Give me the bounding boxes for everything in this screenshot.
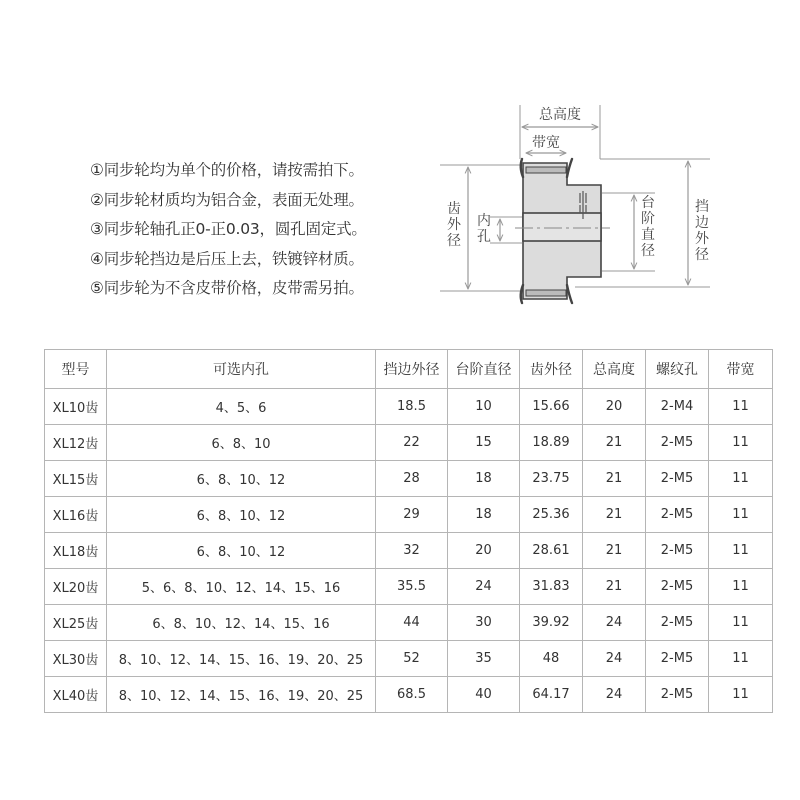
cell-total-height: 24 xyxy=(583,677,646,713)
cell-flange-od: 35.5 xyxy=(376,569,448,605)
header-step-diameter: 台阶直径 xyxy=(448,350,520,389)
table-row xyxy=(45,533,773,569)
cell-total-height: 21 xyxy=(583,497,646,533)
cell-flange-od: 32 xyxy=(376,533,448,569)
label-belt-width: 带宽 xyxy=(532,135,560,151)
table-row xyxy=(45,497,773,533)
cell-bore-options: 6、8、10、12、14、15、16 xyxy=(107,605,376,641)
cell-thread-hole: 2-M5 xyxy=(646,677,709,713)
cell-total-height: 21 xyxy=(583,533,646,569)
cell-bore-options: 6、8、10、12 xyxy=(107,461,376,497)
cell-tooth-od: 28.61 xyxy=(520,533,583,569)
table-row xyxy=(45,425,773,461)
cell-step-diameter: 18 xyxy=(448,461,520,497)
label-flange-od-1: 挡 xyxy=(695,199,709,215)
cell-step-diameter: 24 xyxy=(448,569,520,605)
cell-thread-hole: 2-M4 xyxy=(646,389,709,425)
note-1: ①同步轮均为单个的价格，请按需拍下。 xyxy=(90,161,364,179)
cell-total-height: 24 xyxy=(583,641,646,677)
note-2: ②同步轮材质均为铝合金，表面无处理。 xyxy=(90,190,364,209)
cell-thread-hole: 2-M5 xyxy=(646,461,709,497)
cell-step-diameter: 10 xyxy=(448,389,520,425)
cell-tooth-od: 31.83 xyxy=(520,569,583,605)
label-total-height: 总高度 xyxy=(539,107,581,123)
cell-step-diameter: 15 xyxy=(448,425,520,461)
cell-flange-od: 28 xyxy=(376,461,448,497)
header-bore-options: 可选内孔 xyxy=(107,350,376,389)
cell-belt-width: 11 xyxy=(709,389,773,425)
cell-thread-hole: 2-M5 xyxy=(646,497,709,533)
cell-bore-options: 8、10、12、14、15、16、19、20、25 xyxy=(107,677,376,713)
cell-bore-options: 5、6、8、10、12、14、15、16 xyxy=(107,569,376,605)
label-tooth-od-2: 外 xyxy=(447,217,461,233)
cell-step-diameter: 40 xyxy=(448,677,520,713)
cell-total-height: 21 xyxy=(583,425,646,461)
table-row xyxy=(45,641,773,677)
cell-total-height: 24 xyxy=(583,605,646,641)
header-tooth-od: 齿外径 xyxy=(520,350,583,389)
cell-belt-width: 11 xyxy=(709,461,773,497)
cell-belt-width: 11 xyxy=(709,605,773,641)
spec-table xyxy=(44,349,773,713)
cell-total-height: 20 xyxy=(583,389,646,425)
label-step-diameter-1: 台 xyxy=(641,195,655,211)
cell-tooth-od: 48 xyxy=(520,641,583,677)
cell-thread-hole: 2-M5 xyxy=(646,425,709,461)
label-bore-2: 孔 xyxy=(477,229,491,245)
label-step-diameter-2: 阶 xyxy=(641,211,655,227)
table-row xyxy=(45,677,773,713)
cell-flange-od: 68.5 xyxy=(376,677,448,713)
label-bore-1: 内 xyxy=(477,213,491,229)
table-row xyxy=(45,605,773,641)
cell-tooth-od: 18.89 xyxy=(520,425,583,461)
header-flange-od: 挡边外径 xyxy=(376,350,448,389)
cell-thread-hole: 2-M5 xyxy=(646,605,709,641)
cell-model: XL30齿 xyxy=(45,641,107,677)
pulley-drawing xyxy=(430,95,730,315)
table-header-row xyxy=(45,350,773,389)
label-step-diameter-4: 径 xyxy=(641,243,655,259)
cell-step-diameter: 20 xyxy=(448,533,520,569)
table-row xyxy=(45,569,773,605)
cell-thread-hole: 2-M5 xyxy=(646,641,709,677)
cell-bore-options: 6、8、10、12 xyxy=(107,533,376,569)
cell-bore-options: 6、8、10 xyxy=(107,425,376,461)
note-4: ④同步轮挡边是后压上去，铁镀锌材质。 xyxy=(90,249,364,268)
cell-belt-width: 11 xyxy=(709,569,773,605)
cell-flange-od: 44 xyxy=(376,605,448,641)
note-5: ⑤同步轮为不含皮带价格，皮带需另拍。 xyxy=(90,279,364,297)
cell-total-height: 21 xyxy=(583,569,646,605)
label-flange-od-3: 外 xyxy=(695,231,709,247)
cell-step-diameter: 18 xyxy=(448,497,520,533)
cell-belt-width: 11 xyxy=(709,533,773,569)
cell-bore-options: 8、10、12、14、15、16、19、20、25 xyxy=(107,641,376,677)
cell-belt-width: 11 xyxy=(709,425,773,461)
cell-model: XL15齿 xyxy=(45,461,107,497)
header-total-height: 总高度 xyxy=(583,350,646,389)
note-3: ③同步轮轴孔正0-正0.03，圆孔固定式。 xyxy=(90,220,367,238)
cell-belt-width: 11 xyxy=(709,497,773,533)
cell-tooth-od: 25.36 xyxy=(520,497,583,533)
notes-list xyxy=(90,156,430,304)
header-thread-hole: 螺纹孔 xyxy=(646,350,709,389)
cell-bore-options: 4、5、6 xyxy=(107,389,376,425)
table-row xyxy=(45,389,773,425)
cell-thread-hole: 2-M5 xyxy=(646,569,709,605)
cell-flange-od: 18.5 xyxy=(376,389,448,425)
label-step-diameter-3: 直 xyxy=(641,227,655,243)
cell-flange-od: 52 xyxy=(376,641,448,677)
label-tooth-od-1: 齿 xyxy=(447,201,461,217)
cell-model: XL20齿 xyxy=(45,569,107,605)
cell-tooth-od: 23.75 xyxy=(520,461,583,497)
label-flange-od-4: 径 xyxy=(695,247,709,263)
cell-step-diameter: 35 xyxy=(448,641,520,677)
cell-step-diameter: 30 xyxy=(448,605,520,641)
cell-flange-od: 29 xyxy=(376,497,448,533)
cell-model: XL18齿 xyxy=(45,533,107,569)
cell-model: XL40齿 xyxy=(45,677,107,713)
label-tooth-od-3: 径 xyxy=(447,233,461,249)
cell-belt-width: 11 xyxy=(709,677,773,713)
cell-bore-options: 6、8、10、12 xyxy=(107,497,376,533)
header-belt-width: 带宽 xyxy=(709,350,773,389)
table-row xyxy=(45,461,773,497)
cell-thread-hole: 2-M5 xyxy=(646,533,709,569)
cell-tooth-od: 39.92 xyxy=(520,605,583,641)
cell-belt-width: 11 xyxy=(709,641,773,677)
cell-model: XL16齿 xyxy=(45,497,107,533)
cell-model: XL10齿 xyxy=(45,389,107,425)
pulley-diagram xyxy=(430,95,730,315)
cell-model: XL25齿 xyxy=(45,605,107,641)
cell-total-height: 21 xyxy=(583,461,646,497)
cell-tooth-od: 64.17 xyxy=(520,677,583,713)
cell-flange-od: 22 xyxy=(376,425,448,461)
cell-model: XL12齿 xyxy=(45,425,107,461)
label-flange-od-2: 边 xyxy=(695,215,709,231)
header-model: 型号 xyxy=(45,350,107,389)
cell-tooth-od: 15.66 xyxy=(520,389,583,425)
